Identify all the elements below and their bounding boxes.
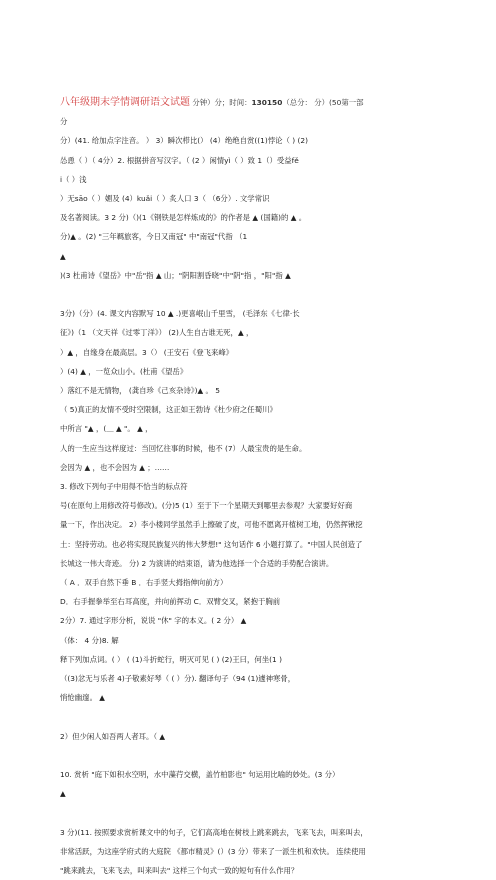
text-line	[60, 285, 440, 304]
text-line: ▲	[60, 789, 66, 799]
text-line: ）(4) ▲ ，一览众山小。(杜甫《望岳》	[60, 366, 188, 376]
text-line: 释下列加点词。( ） ( (1)斗折蛇行，明灭可见 ( ) (2)王曰，何坐(1 )	[60, 654, 282, 664]
text-line: i（ ）浅	[60, 174, 87, 184]
text-line: 长城这一伟大奇迹。 分) 2 为演讲的结束语，请为他选择一个合适的手势配合演讲。	[60, 558, 334, 568]
text-line: 分	[60, 117, 68, 127]
text-line	[60, 746, 440, 765]
text-line: D．右手握拳举至右耳高度，并向前挥动 C．双臂交叉，紧抱于胸前	[60, 597, 281, 607]
text-line: 2分）7. 通过字形分析，说说 "休" 字的本义。( 2 分） ▲	[60, 616, 247, 626]
text-line: "跳来跳去，飞来飞去，叫来叫去" 这样三个句式一致的短句有什么作用？	[60, 866, 299, 876]
text-line: 10. 赏析 "庭下如积水空明，水中藻荇交横，盖竹柏影也" 句运用比喻的妙处。(3 分）	[60, 770, 340, 780]
text-line: 分）(41. 给加点字注音。 ） 3）瞬次栉比(） (4）绝绝自赏((1)悖论（ ) (2)	[60, 136, 308, 146]
text-line: ）▲ ，自缘身在最高层。3（） (王安石《登飞来峰》	[60, 347, 234, 357]
text-line: 非常活跃，为这座学府式的大庭院 《都市精灵》(）(3 分）带来了一派生机和欢快。 连续使用	[60, 846, 366, 856]
exam-meta-number: 130150	[251, 98, 283, 107]
text-line	[60, 804, 440, 823]
text-line: ）落红不是无情物， (龚自珍《己亥杂诗》)▲ 。 5	[60, 386, 220, 396]
text-line: 3 分)(11. 按照要求赏析课文中的句子，它们高高地在树枝上跳来跳去，飞来飞去，叫来叫去，	[60, 827, 368, 837]
exam-paper	[60, 93, 440, 880]
text-line: 3分)（分）(4. 课文内容默写 10 ▲ .)更喜岷山千里雪， (毛泽东《七律·长	[60, 309, 300, 319]
text-line: ）无sāo（ ）媚及 (4）kuǎi（ ）炙人口 3（ （6分）. 文学常识	[60, 194, 270, 204]
exam-meta-2: （总分： 分）(50第一部	[282, 98, 364, 107]
text-line: 中所言 "▲ ，(＿ ▲ "。 ▲ ，	[60, 424, 153, 434]
text-line: ▲	[60, 251, 66, 261]
title-line	[60, 93, 440, 112]
text-line: 及名著阅读。3 2 分)（)(1《钢铁是怎样炼成的》的作者是 ▲ (国籍)的 ▲ 。	[60, 213, 307, 223]
text-line: 量一下，作出决定。 2）李小楼同学虽然手上擦破了皮，可他不愿离开植树工地，仍然挥锹挖	[60, 520, 363, 530]
text-line: 人的一生应当这样度过：当回忆往事的时候，他不 (7）人最宝贵的是生命。	[60, 443, 307, 453]
text-line: （ 5)真正的友情不受时空限制，这正如王勃诗《杜少府之任蜀川》	[60, 405, 277, 415]
exam-body	[60, 112, 440, 880]
text-line: 号(在原句上用修改符号修改)。(分)5 (1）至于下一个星期天到哪里去参观？大家要好好商	[60, 501, 353, 511]
text-line: （体： 4 分)8. 解	[60, 635, 119, 645]
text-line: 土：坚持劳动。也必将实现民族复兴的伟大梦想!" 这句话作 6 小题打算了。"中国人民创造了	[60, 539, 363, 549]
text-line: )(3 杜甫诗《望岳》中"岳"指 ▲ 山；"阴阳割昏晓"中"阴"指 ，"阳"指 ▲	[60, 270, 291, 280]
text-line: 3. 修改下列句子中用得不恰当的标点符	[60, 482, 188, 492]
text-line	[60, 708, 440, 727]
exam-title: 八年级期末学情调研语文试题	[60, 97, 190, 108]
text-line: 怂恿（ ）（ 4分）2. 根据拼音写汉字。（ (2 ）闲情yì（ ）致 1（）受益fě	[60, 155, 299, 165]
exam-meta: 分钟）分；时间：	[190, 98, 252, 107]
text-line: 悄怆幽邃。 ▲	[60, 693, 105, 703]
text-line: （(3)忿无与乐者 4)子敬素好琴（ ( ）分). 翻译句子（94 (1)遽神寒骨，	[60, 674, 296, 684]
text-line: 会因为 ▲ ，也不会因为 ▲ ；……	[60, 462, 170, 472]
text-line: 分)▲ 。(2) "三年羁旅客，今日又南冠" 中"南冠"代指 （1	[60, 232, 248, 242]
text-line: 2）但少闲人如吾两人者耳。（ ▲	[60, 731, 166, 741]
text-line: 征》)（1 （文天祥《过零丁洋》） (2)人生自古谁无死，▲ ，	[60, 328, 254, 338]
text-line: （ A ．双手自然下垂 B ．右手竖大拇指伸向前方）	[60, 578, 228, 588]
